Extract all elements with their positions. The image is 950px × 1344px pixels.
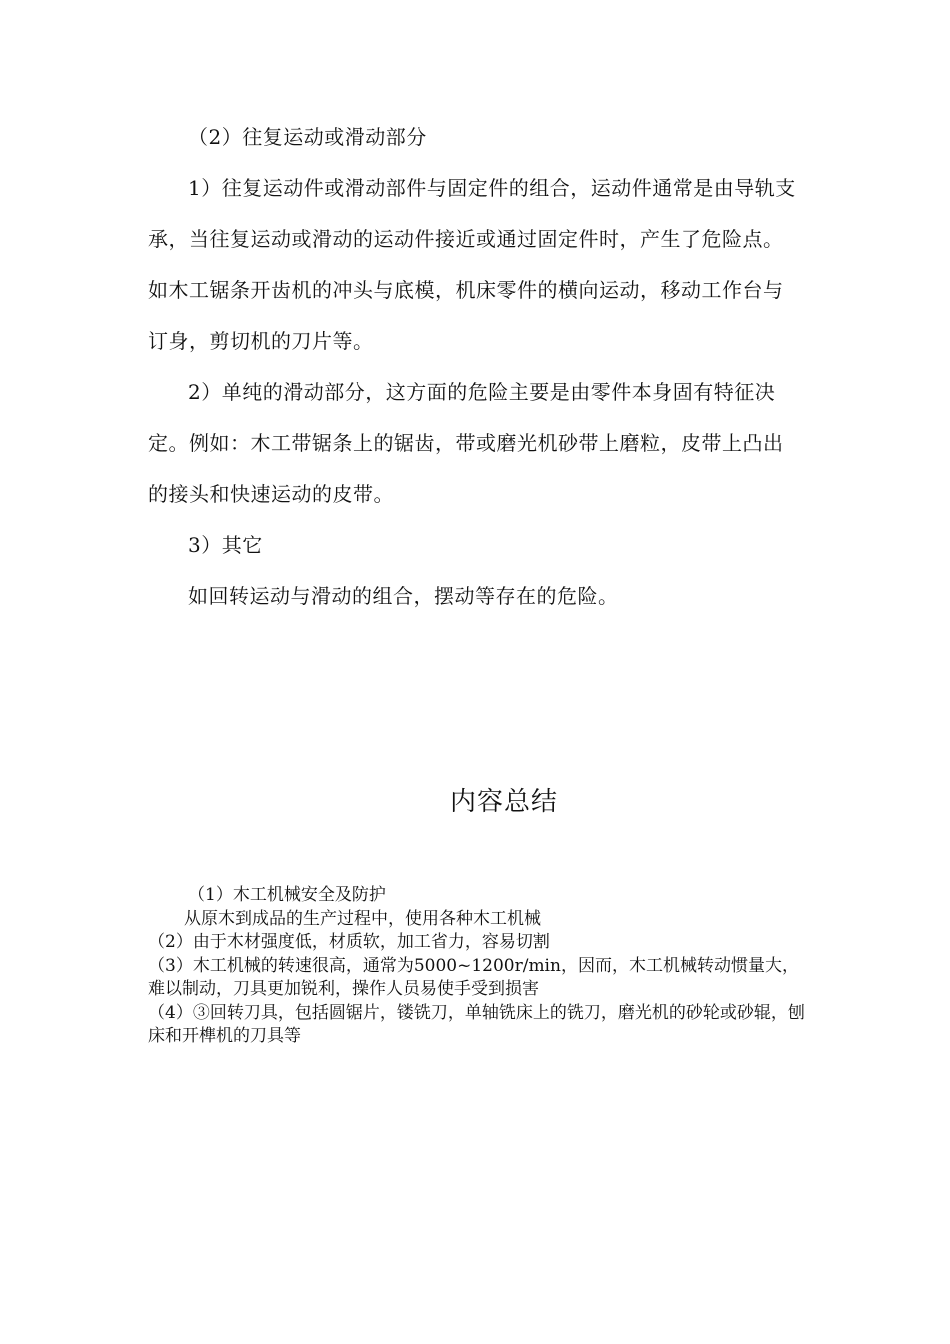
paragraph-2: 2）单纯的滑动部分，这方面的危险主要是由零件本身固有特征决定。例如：木工带锯条上的锯齿，带或磨光机砂带上磨粒，皮带上凸出的接头和快速运动的皮带。 xyxy=(148,380,784,506)
summary-item-1: （1）木工机械安全及防护 xyxy=(188,885,386,905)
section-body xyxy=(148,112,800,622)
paragraph-3: 3）其它 xyxy=(188,533,263,557)
summary-title: 内容总结 xyxy=(449,787,558,817)
summary-item-2: 从原木到成品的生产过程中，使用各种木工机械 xyxy=(184,908,541,929)
summary-item-3: （2）由于木材强度低，材质软，加工省力，容易切割 xyxy=(148,932,550,952)
summary-item-5: （4）③回转刀具，包括圆锯片，镂铣刀，单轴铣床上的铣刀，磨光机的砂轮或砂辊，刨床和开榫机的刀具等 xyxy=(148,1002,805,1046)
paragraph-1: 1）往复运动件或滑动部件与固定件的组合，运动件通常是由导轨支承，当往复运动或滑动的运动件接近或通过固定件时，产生了危险点。如木工锯条开齿机的冲头与底模，机床零件的横向运动，移动工作台与订身，剪切机的刀片等。 xyxy=(148,176,796,353)
paragraph-4: 如回转运动与滑动的组合，摆动等存在的危险。 xyxy=(188,584,619,608)
section-heading: （2）往复运动或滑动部分 xyxy=(188,125,427,149)
summary-list xyxy=(148,884,808,1049)
summary-item-4: （3）木工机械的转速很高，通常为5000~1200r/min，因而，木工机械转动惯量大，难以制动，刀具更加锐利，操作人员易使手受到损害 xyxy=(148,955,799,999)
